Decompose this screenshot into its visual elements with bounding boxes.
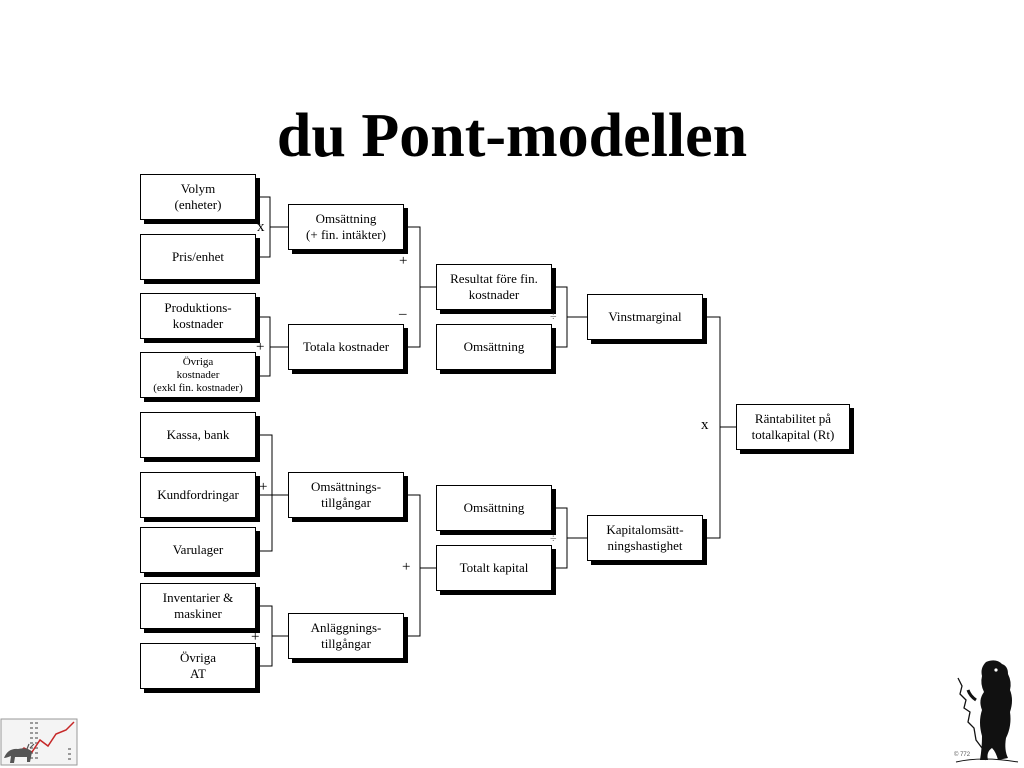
node-kassa-bank: Kassa, bank [140,412,256,458]
operator-plus-omsattning: + [399,253,408,269]
operator-multiply-volym-pris: x [257,219,265,235]
node-omsattningstillgangar: Omsättnings- tillgångar [288,472,404,518]
operator-divide-kapitalomsattning: ÷ [550,531,557,545]
operator-plus-kostnader: + [256,339,265,355]
operator-plus-totalt-kapital: + [402,559,411,575]
node-omsattning-lower: Omsättning [436,485,552,531]
bull-chart-logo [0,718,80,768]
node-ovriga-at: Övriga AT [140,643,256,689]
operator-multiply-rantabilitet: x [701,417,709,433]
node-volym: Volym (enheter) [140,174,256,220]
node-omsattning-fin-intakter: Omsättning (+ fin. intäkter) [288,204,404,250]
node-kundfordringar: Kundfordringar [140,472,256,518]
node-vinstmarginal: Vinstmarginal [587,294,703,340]
node-produktionskostnader: Produktions- kostnader [140,293,256,339]
node-ovriga-kostnader: Övriga kostnader (exkl fin. kostnader) [140,352,256,398]
bear-logo [952,656,1022,766]
node-varulager: Varulager [140,527,256,573]
node-totalt-kapital: Totalt kapital [436,545,552,591]
node-omsattning-upper: Omsättning [436,324,552,370]
node-pris-enhet: Pris/enhet [140,234,256,280]
node-inventarier-maskiner: Inventarier & maskiner [140,583,256,629]
operator-plus-anlaggningstillgangar: + [251,629,260,645]
operator-divide-vinstmarginal: ÷ [550,309,557,323]
node-kapitalomsattningshastighet: Kapitalomsätt- ningshastighet [587,515,703,561]
node-resultat-fore-fin-kostnader: Resultat före fin. kostnader [436,264,552,310]
operator-minus-kostnader: – [399,306,407,322]
bear-logo-signature: © 772 [954,752,971,758]
node-totala-kostnader: Totala kostnader [288,324,404,370]
slide-title: du Pont-modellen [276,102,748,170]
node-anlaggningstillgangar: Anläggnings- tillgångar [288,613,404,659]
operator-plus-omsattningstillgangar: + [259,479,268,495]
node-rantabilitet-totalkapital: Räntabilitet på totalkapital (Rt) [736,404,850,450]
